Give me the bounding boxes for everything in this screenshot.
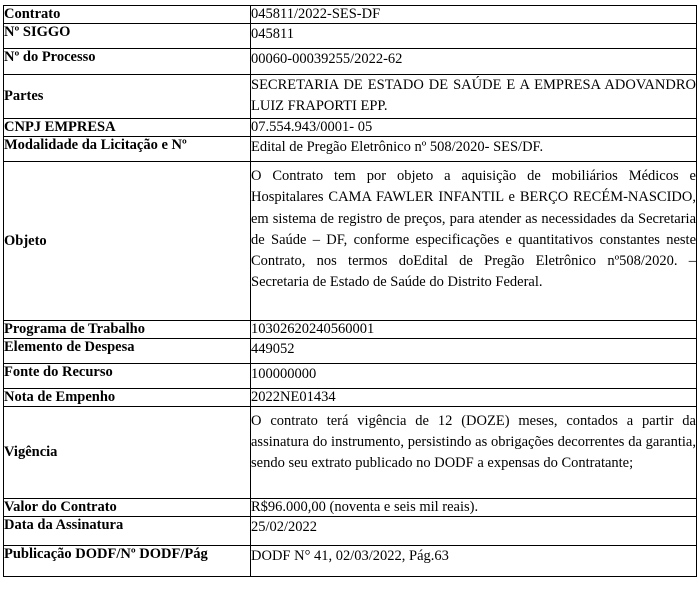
row-publicacao bbox=[4, 546, 697, 577]
row-empenho bbox=[4, 389, 697, 407]
row-processo bbox=[4, 49, 697, 75]
label-fonte: Fonte do Recurso bbox=[4, 364, 251, 389]
value-partes: SECRETARIA DE ESTADO DE SAÚDE E A EMPRESA ADOVANDRO LUIZ FRAPORTI EPP. bbox=[251, 75, 697, 119]
row-elemento bbox=[4, 339, 697, 364]
value-programa: 10302620240560001 bbox=[251, 321, 697, 339]
value-elemento: 449052 bbox=[251, 339, 697, 364]
label-programa: Programa de Trabalho bbox=[4, 321, 251, 339]
value-vigencia: O contrato terá vigência de 12 (DOZE) meses, contados a partir da assinatura do instrumento, persistindo as obrigações decorrentes da garantia, sendo seu extrato publicado no DODF a expensas do Contratante; bbox=[251, 407, 697, 499]
row-valor bbox=[4, 499, 697, 517]
value-objeto: O Contrato tem por objeto a aquisição de mobiliários Médicos e Hospitalares CAMA FAWLER INFANTIL e BERÇO RECÉM-NASCIDO, em sistema de registro de preços, para atender as necessidades da Secretaria de Saúde – DF, conforme especificações e quantitativos constantes neste Contrato, nos termos doEdital de Pregão Eletrônico nº508/2020. – Secretaria de Estado de Saúde do Distrito Federal. bbox=[251, 162, 697, 321]
row-partes bbox=[4, 75, 697, 119]
row-vigencia bbox=[4, 407, 697, 499]
value-contrato: 045811/2022-SES-DF bbox=[251, 6, 697, 24]
value-processo: 00060-00039255/2022-62 bbox=[251, 49, 697, 75]
label-assinatura: Data da Assinatura bbox=[4, 517, 251, 546]
contract-summary-table bbox=[3, 5, 697, 577]
label-siggo: Nº SIGGO bbox=[4, 24, 251, 49]
value-publicacao: DODF N° 41, 02/03/2022, Pág.63 bbox=[251, 546, 697, 577]
label-objeto: Objeto bbox=[4, 162, 251, 321]
label-elemento: Elemento de Despesa bbox=[4, 339, 251, 364]
label-modalidade: Modalidade da Licitação e Nº bbox=[4, 137, 251, 162]
value-empenho: 2022NE01434 bbox=[251, 389, 697, 407]
label-partes: Partes bbox=[4, 75, 251, 119]
row-programa bbox=[4, 321, 697, 339]
row-contrato bbox=[4, 6, 697, 24]
row-cnpj bbox=[4, 119, 697, 137]
label-vigencia: Vigência bbox=[4, 407, 251, 499]
label-processo: Nº do Processo bbox=[4, 49, 251, 75]
value-fonte: 100000000 bbox=[251, 364, 697, 389]
label-valor: Valor do Contrato bbox=[4, 499, 251, 517]
row-objeto bbox=[4, 162, 697, 321]
value-assinatura: 25/02/2022 bbox=[251, 517, 697, 546]
label-contrato: Contrato bbox=[4, 6, 251, 24]
label-empenho: Nota de Empenho bbox=[4, 389, 251, 407]
label-cnpj: CNPJ EMPRESA bbox=[4, 119, 251, 137]
value-siggo: 045811 bbox=[251, 24, 697, 49]
value-valor: R$96.000,00 (noventa e seis mil reais). bbox=[251, 499, 697, 517]
value-cnpj: 07.554.943/0001- 05 bbox=[251, 119, 697, 137]
row-modalidade bbox=[4, 137, 697, 162]
row-siggo bbox=[4, 24, 697, 49]
value-modalidade: Edital de Pregão Eletrônico nº 508/2020- SES/DF. bbox=[251, 137, 697, 162]
row-assinatura bbox=[4, 517, 697, 546]
row-fonte bbox=[4, 364, 697, 389]
label-publicacao: Publicação DODF/Nº DODF/Pág bbox=[4, 546, 251, 577]
